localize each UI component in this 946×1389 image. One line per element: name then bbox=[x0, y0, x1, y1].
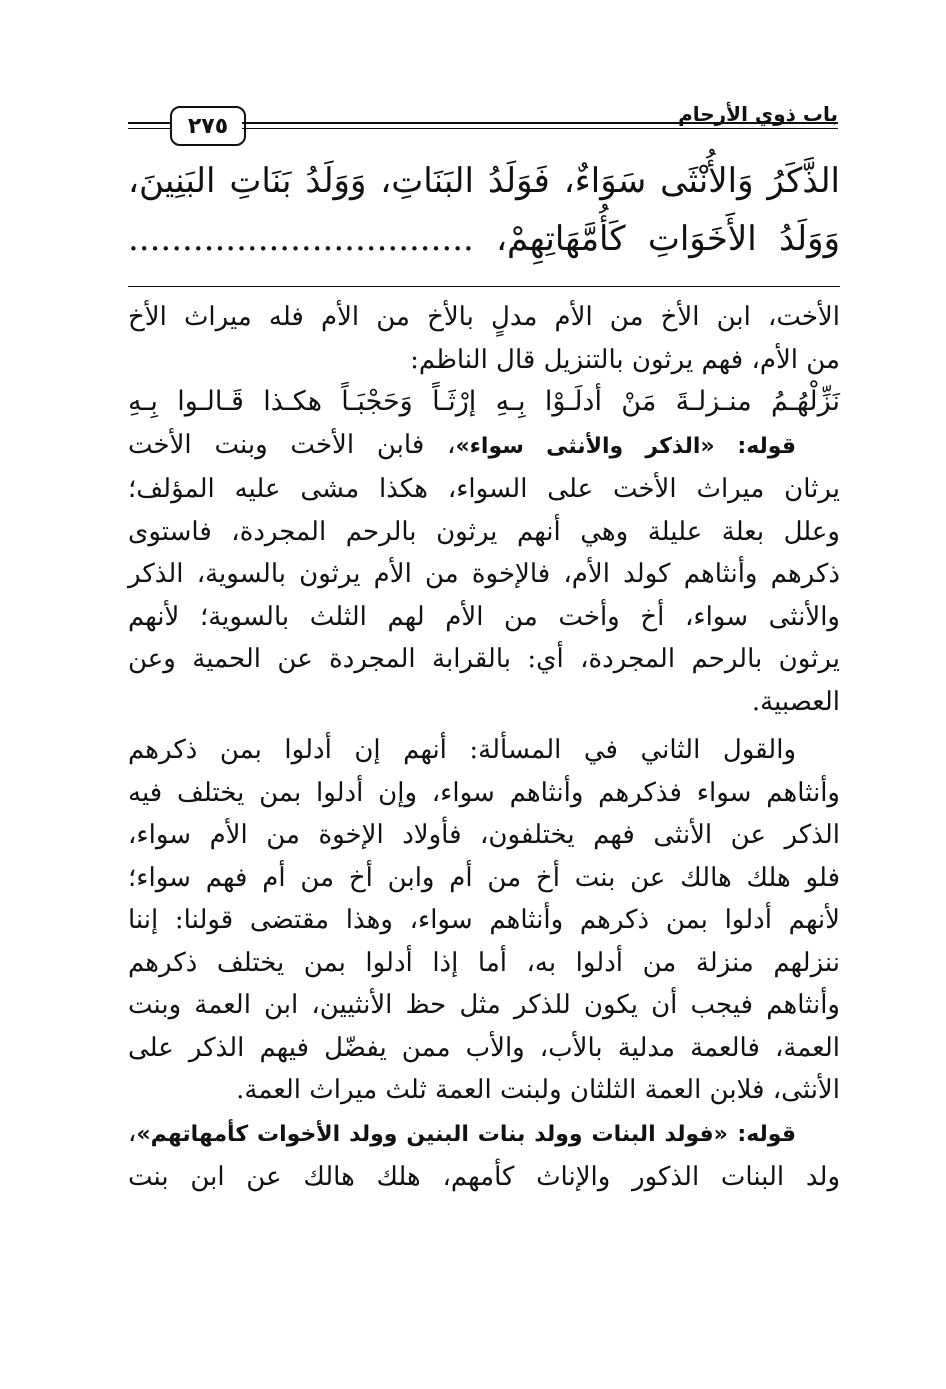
matn-line-2: وَوَلَدُ الأَخَوَاتِ كَأُمَّهَاتِهِمْ، ................................ bbox=[128, 219, 840, 259]
header-rule-right-thin bbox=[242, 128, 838, 129]
text-line: الأخت، ابن الأخ من الأم مدلٍ بالأخ من الأم فله ميراث الأخ bbox=[128, 302, 840, 332]
text-line: العمة، فالعمة مدلية بالأب، والأب ممن يفضّل فيهم الذكر على bbox=[128, 1032, 840, 1063]
verse-second-hemistich: إرْثَـاً وَحَجْبَـاً هكـذا قَـالـوا بِـهِ bbox=[128, 386, 477, 417]
text-line: ننزلهم منزلة من أدلوا به، أما إذا أدلوا بمن يختلف ذكرهم bbox=[128, 947, 840, 978]
text-line: والأنثى سواء، أخ وأخت من الأم لهم الثلث بالسوية؛ لأنهم bbox=[128, 601, 840, 632]
text-line bbox=[128, 1112, 840, 1157]
header-rule-left bbox=[128, 122, 170, 124]
text-fragment: ، bbox=[128, 1117, 137, 1148]
quote-label: قوله: bbox=[737, 433, 797, 459]
text-line: وأنثاهم سواء فذكرهم وأنثاهم سواء، وإن أدلوا بمن يختلف فيه bbox=[128, 777, 840, 808]
text-line: وأنثاهم فيجب أن يكون للذكر مثل حظ الأنثيين، ابن العمة وبنت bbox=[128, 990, 840, 1020]
text-line: ولد البنات الذكور والإناث كأمهم، هلك هالك عن ابن بنت bbox=[128, 1162, 840, 1192]
text-line bbox=[128, 424, 840, 469]
section-divider bbox=[128, 286, 840, 287]
text-line: فلو هلك هالك عن بنت أخ من أم وابن أخ من أم فهم سواء؛ bbox=[128, 862, 840, 893]
quote-label: قوله: bbox=[737, 1121, 796, 1147]
quoted-matn: «الذكر والأنثى سواء» bbox=[455, 433, 715, 459]
text-line: يرثون بالرحم المجردة، أي: بالقرابة المجردة عن الحمية وعن bbox=[128, 644, 840, 674]
text-line: يرثان ميراث الأخت على السواء، هكذا مشى عليه المؤلف؛ bbox=[128, 474, 840, 504]
text-line: ذكرهم وأنثاهم كولد الأم، فالإخوة من الأم يرثون بالسوية، الذكر bbox=[128, 559, 840, 589]
text-line: والقول الثاني في المسألة: أنهم إن أدلوا بمن ذكرهم bbox=[128, 735, 796, 765]
page-header bbox=[128, 100, 838, 148]
matn-line-1: الذَّكَرُ وَالأُنْثَى سَوَاءٌ، فَوَلَدُ البَنَاتِ، وَوَلَدُ بَنَاتِ البَنِينَ، bbox=[128, 161, 840, 201]
text-line: الأنثى، فلابن العمة الثلثان ولبنت العمة ثلث ميراث العمة. bbox=[236, 1075, 840, 1105]
text-line: العصبية. bbox=[751, 686, 840, 717]
verse-first-hemistich: نَزِّلْهُـمُ منـزلـةَ مَنْ أدلَـوْا بِـهِ bbox=[495, 386, 840, 417]
running-title: باب ذوي الأرحام bbox=[678, 102, 838, 126]
page-number: ٢٧٥ bbox=[170, 106, 246, 146]
text-line: من الأم، فهم يرثون بالتنزيل قال الناظم: bbox=[410, 344, 840, 375]
text-line: لأنهم أدلوا بمن ذكرهم وأنثاهم سواء، وهذا مقتضى قولنا: إننا bbox=[128, 905, 840, 935]
text-fragment: ، فابن الأخت وبنت الأخت bbox=[128, 429, 456, 460]
commentary-text bbox=[128, 296, 840, 1199]
header-rule-left-thin bbox=[128, 128, 170, 129]
verse-line bbox=[128, 381, 840, 424]
text-line: الذكر عن الأنثى فهم يختلفون، فأولاد الإخوة من الأم سواء، bbox=[128, 820, 840, 850]
quoted-matn: «فولد البنات وولد بنات البنين وولد الأخوات كأمهاتهم» bbox=[136, 1121, 728, 1147]
text-line: وعلل بعلة عليلة وهي أنهم يرثون بالرحم المجردة، فاستوى bbox=[128, 516, 840, 547]
matn-text bbox=[128, 152, 840, 268]
